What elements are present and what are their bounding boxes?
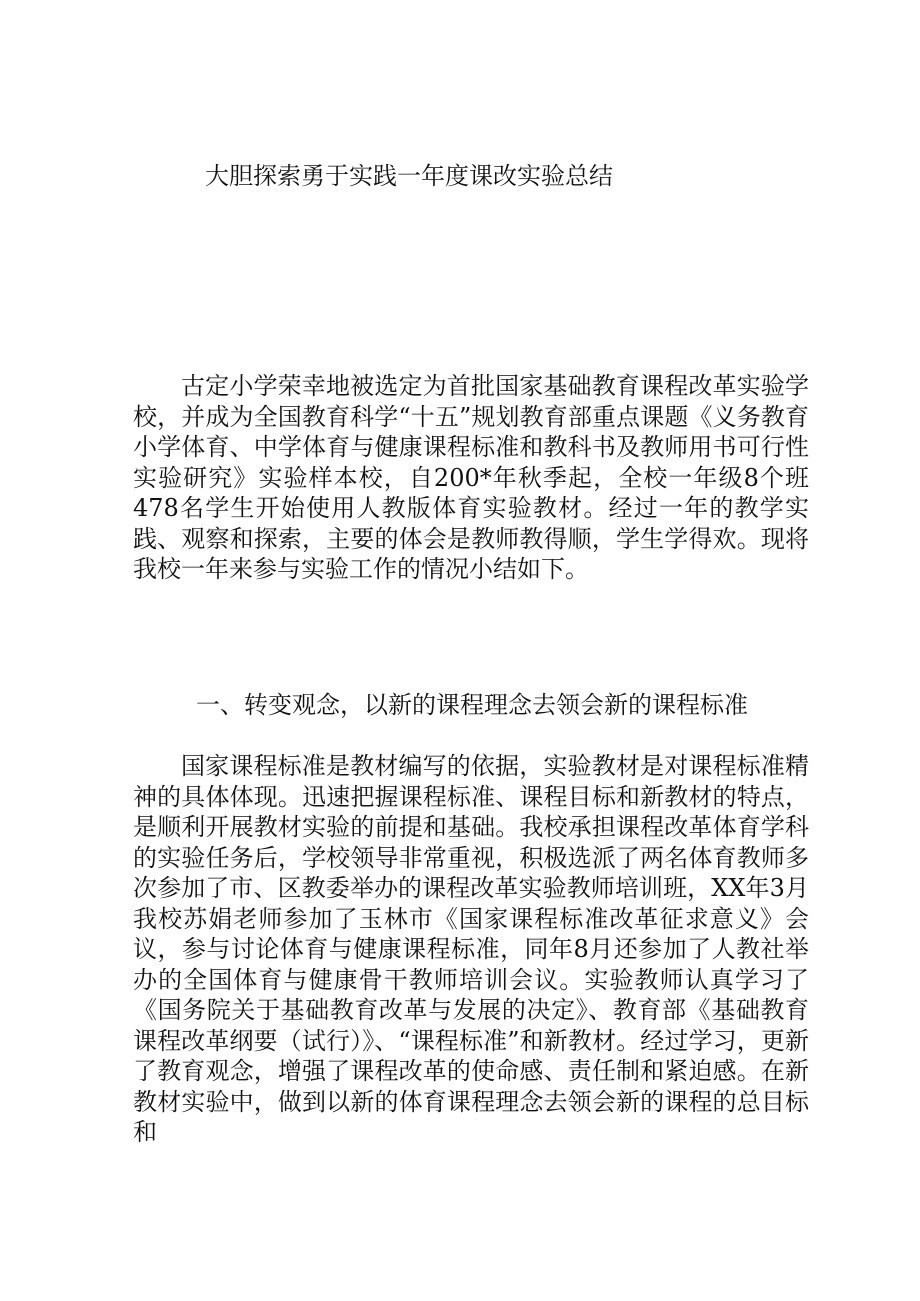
intro-paragraph: 古定小学荣幸地被选定为首批国家基础教育课程改革实验学校，并成为全国教育科学“十五”规划教育部重点课题《义务教育小学体育、中学体育与健康课程标准和教科书及教师用书可行性实验研究》实验样本校，自200*年秋季起，全校一年级8个班478名学生开始使用人教版体育实验教材。经过一年的教学实践、观察和探索，主要的体会是教师教得顺，学生学得欢。现将我校一年来参与实验工作的情况小结如下。 xyxy=(133,372,809,583)
section-paragraph: 国家课程标准是教材编写的依据，实验教材是对课程标准精神的具体体现。迅速把握课程标准、课程目标和新教材的特点，是顺利开展教材实验的前提和基础。我校承担课程改革体育学科的实验任务后，学校领导非常重视，积极选派了两名体育教师多次参加了市、区教委举办的课程改革实验教师培训班，XX年3月我校苏娟老师参加了玉林市《国家课程标准改革征求意义》会议，参与讨论体育与健康课程标准，同年8月还参加了人教社举办的全国体育与健康骨干教师培训会议。实验教师认真学习了《国务院关于基础教育改革与发展的决定》、教育部《基础教育课程改革纲要（试行）》、“课程标准”和新教材。经过学习，更新了教育观念，增强了课程改革的使命感、责任制和紧迫感。在新教材实验中，做到以新的体育课程理念去领会新的课程的总目标和 xyxy=(133,752,809,1146)
section-heading: 一、转变观念，以新的课程理念去领会新的课程标准 xyxy=(196,691,748,719)
document-title: 大胆探索勇于实践一年度课改实验总结 xyxy=(205,162,613,190)
